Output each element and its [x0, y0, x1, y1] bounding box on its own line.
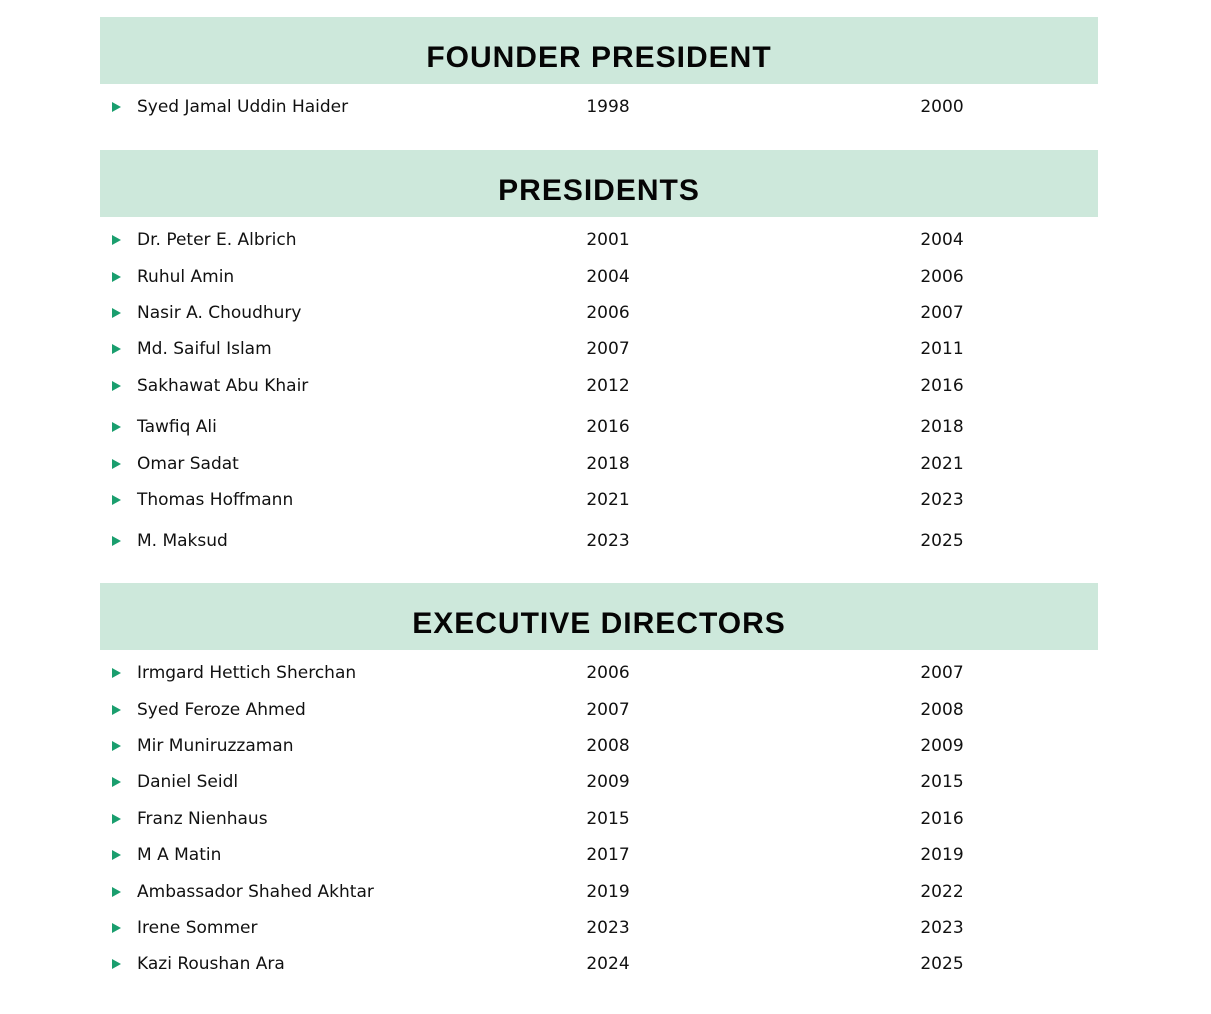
section-founder-president [100, 17, 1098, 125]
list-item [100, 655, 1098, 691]
start-year: 2007 [586, 699, 630, 720]
list-item [100, 409, 1098, 445]
person-name: Irene Sommer [137, 917, 258, 938]
person-name: Tawfiq Ali [137, 417, 217, 438]
section-header [100, 150, 1098, 217]
bullet-triangle-icon [112, 887, 121, 897]
end-year: 2007 [920, 302, 964, 323]
start-year: 1998 [586, 97, 630, 118]
person-name: Kazi Roushan Ara [137, 954, 285, 975]
bullet-triangle-icon [112, 272, 121, 282]
person-name: M A Matin [137, 845, 222, 866]
end-year: 2004 [920, 230, 964, 251]
bullet-triangle-icon [112, 308, 121, 318]
person-name: Mir Muniruzzaman [137, 735, 294, 756]
end-year: 2023 [920, 489, 964, 510]
list-item [100, 523, 1098, 559]
start-year: 2012 [586, 375, 630, 396]
bullet-triangle-icon [112, 344, 121, 354]
list-item [100, 368, 1098, 404]
person-name: Md. Saiful Islam [137, 339, 272, 360]
person-name: Irmgard Hettich Sherchan [137, 663, 357, 684]
start-year: 2019 [586, 881, 630, 902]
list-item [100, 764, 1098, 800]
list-item [100, 331, 1098, 367]
end-year: 2006 [920, 266, 964, 287]
end-year: 2016 [920, 808, 964, 829]
person-name: Nasir A. Choudhury [137, 302, 302, 323]
section-header [100, 17, 1098, 84]
start-year: 2006 [586, 302, 630, 323]
end-year: 2022 [920, 881, 964, 902]
end-year: 2025 [920, 531, 964, 552]
end-year: 2009 [920, 735, 964, 756]
end-year: 2015 [920, 772, 964, 793]
person-name: Dr. Peter E. Albrich [137, 230, 297, 251]
list-item [100, 691, 1098, 727]
start-year: 2023 [586, 531, 630, 552]
bullet-triangle-icon [112, 102, 121, 112]
start-year: 2001 [586, 230, 630, 251]
person-name: Syed Feroze Ahmed [137, 699, 306, 720]
person-name: Omar Sadat [137, 453, 239, 474]
bullet-triangle-icon [112, 235, 121, 245]
person-name: Daniel Seidl [137, 772, 239, 793]
start-year: 2024 [586, 954, 630, 975]
person-name: Sakhawat Abu Khair [137, 375, 309, 396]
end-year: 2019 [920, 845, 964, 866]
list-item [100, 295, 1098, 331]
bullet-triangle-icon [112, 381, 121, 391]
end-year: 2008 [920, 699, 964, 720]
start-year: 2016 [586, 417, 630, 438]
section-title: EXECUTIVE DIRECTORS [412, 606, 786, 640]
section-title: PRESIDENTS [498, 173, 700, 207]
start-year: 2004 [586, 266, 630, 287]
person-name: Thomas Hoffmann [137, 489, 294, 510]
start-year: 2018 [586, 453, 630, 474]
end-year: 2011 [920, 339, 964, 360]
person-name: Ambassador Shahed Akhtar [137, 881, 374, 902]
start-year: 2007 [586, 339, 630, 360]
section-presidents [100, 150, 1098, 560]
list-item [100, 946, 1098, 982]
bullet-triangle-icon [112, 850, 121, 860]
start-year: 2008 [586, 735, 630, 756]
end-year: 2007 [920, 663, 964, 684]
start-year: 2021 [586, 489, 630, 510]
end-year: 2000 [920, 97, 964, 118]
start-year: 2015 [586, 808, 630, 829]
start-year: 2017 [586, 845, 630, 866]
section-header [100, 583, 1098, 650]
start-year: 2023 [586, 917, 630, 938]
list-item [100, 873, 1098, 909]
bullet-triangle-icon [112, 923, 121, 933]
list-item [100, 89, 1098, 125]
end-year: 2018 [920, 417, 964, 438]
list-item [100, 258, 1098, 294]
section-title: FOUNDER PRESIDENT [426, 40, 772, 74]
list-item [100, 445, 1098, 481]
end-year: 2016 [920, 375, 964, 396]
bullet-triangle-icon [112, 668, 121, 678]
list-item [100, 910, 1098, 946]
end-year: 2023 [920, 917, 964, 938]
bullet-triangle-icon [112, 422, 121, 432]
list-item [100, 728, 1098, 764]
person-name: M. Maksud [137, 531, 228, 552]
end-year: 2025 [920, 954, 964, 975]
start-year: 2009 [586, 772, 630, 793]
bullet-triangle-icon [112, 741, 121, 751]
start-year: 2006 [586, 663, 630, 684]
list-item [100, 837, 1098, 873]
bullet-triangle-icon [112, 959, 121, 969]
end-year: 2021 [920, 453, 964, 474]
person-name: Syed Jamal Uddin Haider [137, 97, 349, 118]
list-item [100, 482, 1098, 518]
bullet-triangle-icon [112, 495, 121, 505]
person-name: Franz Nienhaus [137, 808, 268, 829]
bullet-triangle-icon [112, 777, 121, 787]
section-executive-directors [100, 583, 1098, 983]
list-item [100, 222, 1098, 258]
bullet-triangle-icon [112, 705, 121, 715]
bullet-triangle-icon [112, 536, 121, 546]
bullet-triangle-icon [112, 459, 121, 469]
list-item [100, 801, 1098, 837]
person-name: Ruhul Amin [137, 266, 235, 287]
bullet-triangle-icon [112, 814, 121, 824]
